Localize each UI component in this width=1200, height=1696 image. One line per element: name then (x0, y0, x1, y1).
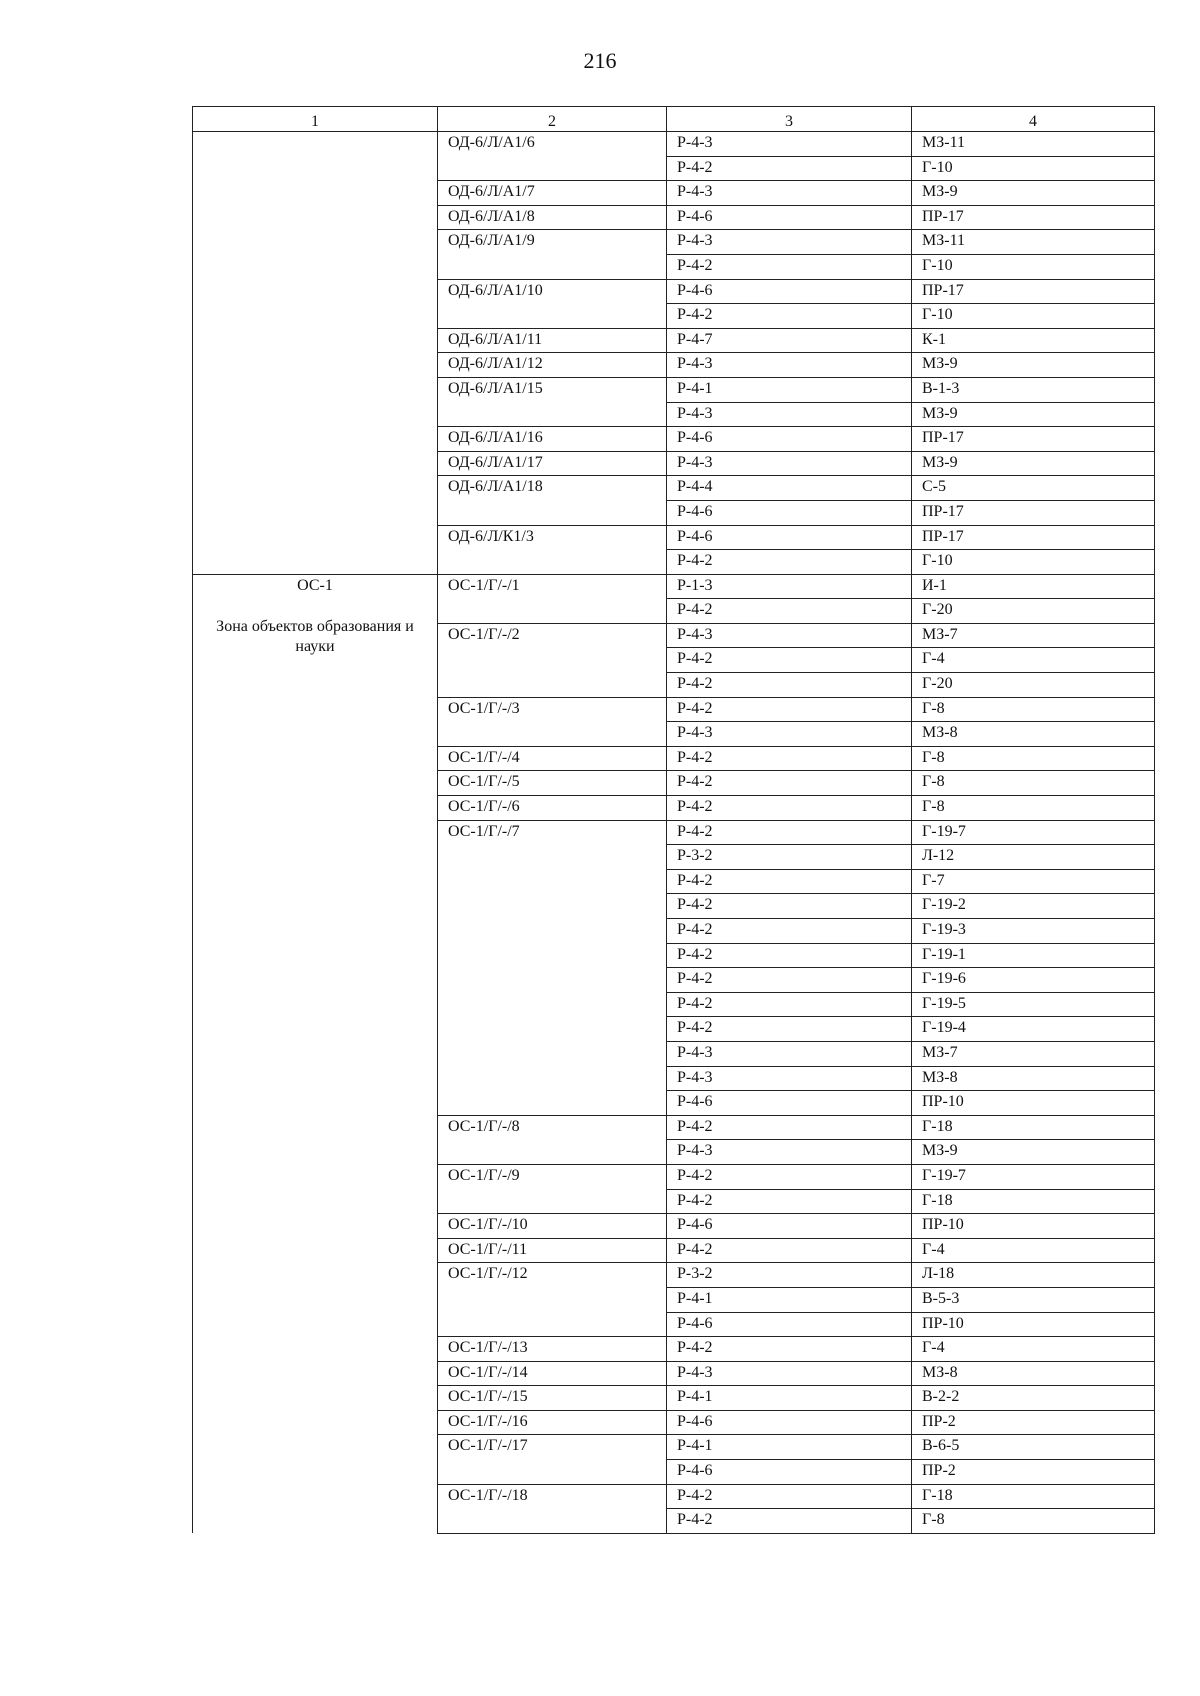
cell-c4: Г-8 (912, 697, 1155, 722)
cell-c4: ПР-17 (912, 500, 1155, 525)
cell-c2 (438, 1017, 667, 1042)
cell-c4: ПР-10 (912, 1312, 1155, 1337)
cell-c4: Г-20 (912, 673, 1155, 698)
cell-c2 (438, 1140, 667, 1165)
cell-c2 (438, 968, 667, 993)
cell-c3: Р-4-7 (667, 328, 912, 353)
cell-c3: Р-4-3 (667, 353, 912, 378)
cell-c3: Р-4-3 (667, 132, 912, 157)
cell-c4: ПР-17 (912, 525, 1155, 550)
cell-c4: Г-4 (912, 648, 1155, 673)
cell-c3: Р-4-6 (667, 1091, 912, 1116)
cell-c3: Р-4-6 (667, 427, 912, 452)
cell-c4: Г-10 (912, 156, 1155, 181)
cell-c2: ОС-1/Г/-/17 (438, 1435, 667, 1460)
column-header-2: 2 (438, 107, 667, 132)
cell-c2 (438, 156, 667, 181)
cell-c4: ПР-2 (912, 1410, 1155, 1435)
zone-cell (193, 132, 438, 575)
cell-c2 (438, 1287, 667, 1312)
cell-c2: ОС-1/Г/-/1 (438, 574, 667, 599)
cell-c2: ОС-1/Г/-/6 (438, 796, 667, 821)
cell-c4: Г-8 (912, 796, 1155, 821)
cell-c2: ОС-1/Г/-/13 (438, 1337, 667, 1362)
cell-c2: ОС-1/Г/-/4 (438, 746, 667, 771)
cell-c4: В-1-3 (912, 377, 1155, 402)
cell-c4: Г-19-6 (912, 968, 1155, 993)
cell-c2 (438, 599, 667, 624)
zone-name: Зона объектов образования и науки (216, 617, 414, 655)
cell-c3: Р-4-6 (667, 525, 912, 550)
cell-c4: ПР-10 (912, 1214, 1155, 1239)
cell-c3: Р-4-6 (667, 1312, 912, 1337)
cell-c4: ПР-17 (912, 205, 1155, 230)
cell-c3: Р-4-3 (667, 623, 912, 648)
cell-c4: Г-19-2 (912, 894, 1155, 919)
cell-c3: Р-4-2 (667, 992, 912, 1017)
table-row (193, 132, 1155, 157)
cell-c4: МЗ-11 (912, 230, 1155, 255)
cell-c4: Г-19-7 (912, 820, 1155, 845)
cell-c3: Р-4-3 (667, 722, 912, 747)
cell-c4: Г-18 (912, 1484, 1155, 1509)
cell-c2: ОС-1/Г/-/2 (438, 623, 667, 648)
cell-c2: ОС-1/Г/-/12 (438, 1263, 667, 1288)
cell-c3: Р-4-2 (667, 156, 912, 181)
cell-c3: Р-3-2 (667, 845, 912, 870)
cell-c3: Р-4-2 (667, 254, 912, 279)
cell-c3: Р-4-2 (667, 1509, 912, 1534)
cell-c2 (438, 919, 667, 944)
cell-c2: ОД-6/Л/А1/12 (438, 353, 667, 378)
cell-c2: ОД-6/Л/А1/6 (438, 132, 667, 157)
cell-c3: Р-4-3 (667, 1066, 912, 1091)
cell-c4: ПР-2 (912, 1460, 1155, 1485)
cell-c3: Р-4-3 (667, 1361, 912, 1386)
cell-c3: Р-1-3 (667, 574, 912, 599)
page-number: 216 (583, 48, 617, 73)
cell-c2: ОД-6/Л/А1/15 (438, 377, 667, 402)
column-header-3: 3 (667, 107, 912, 132)
cell-c2: ОС-1/Г/-/16 (438, 1410, 667, 1435)
cell-c4: Г-18 (912, 1115, 1155, 1140)
cell-c4: МЗ-9 (912, 1140, 1155, 1165)
cell-c4: Л-12 (912, 845, 1155, 870)
cell-c4: Г-19-5 (912, 992, 1155, 1017)
cell-c2: ОС-1/Г/-/5 (438, 771, 667, 796)
cell-c4: МЗ-11 (912, 132, 1155, 157)
cell-c3: Р-4-6 (667, 279, 912, 304)
zone-cell (193, 574, 438, 1533)
cell-c4: И-1 (912, 574, 1155, 599)
cell-c4: Г-4 (912, 1238, 1155, 1263)
zoning-table (192, 106, 1155, 1534)
cell-c3: Р-4-6 (667, 1460, 912, 1485)
cell-c3: Р-4-2 (667, 746, 912, 771)
cell-c4: Г-20 (912, 599, 1155, 624)
cell-c2 (438, 722, 667, 747)
cell-c3: Р-4-3 (667, 230, 912, 255)
column-header-1: 1 (193, 107, 438, 132)
cell-c2: ОД-6/Л/А1/9 (438, 230, 667, 255)
cell-c4: Г-18 (912, 1189, 1155, 1214)
cell-c3: Р-4-2 (667, 1164, 912, 1189)
cell-c2 (438, 254, 667, 279)
cell-c2 (438, 304, 667, 329)
cell-c2: ОД-6/Л/А1/16 (438, 427, 667, 452)
cell-c2: ОС-1/Г/-/15 (438, 1386, 667, 1411)
cell-c2: ОД-6/Л/А1/11 (438, 328, 667, 353)
cell-c4: ПР-17 (912, 279, 1155, 304)
cell-c3: Р-4-2 (667, 1238, 912, 1263)
cell-c2 (438, 1041, 667, 1066)
cell-c2 (438, 673, 667, 698)
cell-c3: Р-4-3 (667, 181, 912, 206)
header-row (193, 107, 1155, 132)
cell-c3: Р-3-2 (667, 1263, 912, 1288)
cell-c3: Р-4-2 (667, 1115, 912, 1140)
cell-c2 (438, 1066, 667, 1091)
cell-c3: Р-4-6 (667, 1410, 912, 1435)
cell-c3: Р-4-2 (667, 1189, 912, 1214)
cell-c3: Р-4-6 (667, 500, 912, 525)
cell-c2 (438, 1460, 667, 1485)
cell-c4: Г-10 (912, 254, 1155, 279)
cell-c3: Р-4-3 (667, 451, 912, 476)
cell-c2 (438, 992, 667, 1017)
cell-c3: Р-4-2 (667, 820, 912, 845)
cell-c3: Р-4-4 (667, 476, 912, 501)
cell-c4: ПР-10 (912, 1091, 1155, 1116)
cell-c3: Р-4-2 (667, 648, 912, 673)
cell-c3: Р-4-2 (667, 771, 912, 796)
cell-c3: Р-4-2 (667, 304, 912, 329)
cell-c4: Г-10 (912, 304, 1155, 329)
cell-c4: МЗ-9 (912, 181, 1155, 206)
cell-c4: МЗ-8 (912, 1361, 1155, 1386)
cell-c3: Р-4-2 (667, 1484, 912, 1509)
cell-c2: ОД-6/Л/А1/7 (438, 181, 667, 206)
cell-c2: ОС-1/Г/-/14 (438, 1361, 667, 1386)
cell-c4: МЗ-9 (912, 451, 1155, 476)
cell-c3: Р-4-1 (667, 1386, 912, 1411)
cell-c4: Л-18 (912, 1263, 1155, 1288)
cell-c3: Р-4-6 (667, 1214, 912, 1239)
cell-c3: Р-4-2 (667, 919, 912, 944)
cell-c2 (438, 1091, 667, 1116)
cell-c2 (438, 894, 667, 919)
cell-c4: В-5-3 (912, 1287, 1155, 1312)
table-body (193, 132, 1155, 1534)
cell-c2 (438, 1509, 667, 1534)
cell-c3: Р-4-2 (667, 894, 912, 919)
cell-c3: Р-4-2 (667, 697, 912, 722)
cell-c2 (438, 1189, 667, 1214)
table-row (193, 574, 1155, 599)
cell-c4: МЗ-9 (912, 402, 1155, 427)
cell-c2 (438, 550, 667, 575)
cell-c3: Р-4-3 (667, 1041, 912, 1066)
cell-c3: Р-4-2 (667, 943, 912, 968)
cell-c4: ПР-17 (912, 427, 1155, 452)
cell-c2 (438, 402, 667, 427)
cell-c4: МЗ-7 (912, 1041, 1155, 1066)
zoning-table-container (192, 106, 1154, 1534)
cell-c3: Р-4-2 (667, 796, 912, 821)
cell-c2: ОС-1/Г/-/7 (438, 820, 667, 845)
cell-c4: С-5 (912, 476, 1155, 501)
cell-c3: Р-4-2 (667, 1337, 912, 1362)
cell-c2: ОС-1/Г/-/3 (438, 697, 667, 722)
cell-c2: ОС-1/Г/-/18 (438, 1484, 667, 1509)
cell-c4: Г-19-1 (912, 943, 1155, 968)
column-header-4: 4 (912, 107, 1155, 132)
cell-c4: МЗ-8 (912, 1066, 1155, 1091)
cell-c4: Г-8 (912, 746, 1155, 771)
cell-c3: Р-4-2 (667, 1017, 912, 1042)
cell-c3: Р-4-1 (667, 1435, 912, 1460)
cell-c2: ОД-6/Л/А1/8 (438, 205, 667, 230)
cell-c3: Р-4-2 (667, 550, 912, 575)
cell-c2 (438, 1312, 667, 1337)
cell-c2 (438, 648, 667, 673)
cell-c2: ОД-6/Л/К1/3 (438, 525, 667, 550)
cell-c4: Г-8 (912, 1509, 1155, 1534)
cell-c4: Г-4 (912, 1337, 1155, 1362)
cell-c4: К-1 (912, 328, 1155, 353)
cell-c2: ОС-1/Г/-/11 (438, 1238, 667, 1263)
cell-c2: ОД-6/Л/А1/17 (438, 451, 667, 476)
cell-c2: ОД-6/Л/А1/10 (438, 279, 667, 304)
cell-c2 (438, 845, 667, 870)
cell-c2 (438, 869, 667, 894)
cell-c4: Г-19-7 (912, 1164, 1155, 1189)
cell-c4: МЗ-7 (912, 623, 1155, 648)
table-header (193, 107, 1155, 132)
cell-c4: В-6-5 (912, 1435, 1155, 1460)
cell-c3: Р-4-2 (667, 869, 912, 894)
cell-c3: Р-4-1 (667, 377, 912, 402)
cell-c2: ОС-1/Г/-/10 (438, 1214, 667, 1239)
cell-c4: Г-19-3 (912, 919, 1155, 944)
cell-c2 (438, 500, 667, 525)
cell-c4: Г-8 (912, 771, 1155, 796)
cell-c4: Г-10 (912, 550, 1155, 575)
cell-c3: Р-4-3 (667, 402, 912, 427)
cell-c3: Р-4-2 (667, 673, 912, 698)
zone-code: ОС-1 (297, 576, 333, 594)
cell-c4: В-2-2 (912, 1386, 1155, 1411)
cell-c4: Г-19-4 (912, 1017, 1155, 1042)
cell-c3: Р-4-6 (667, 205, 912, 230)
cell-c4: МЗ-8 (912, 722, 1155, 747)
cell-c2: ОД-6/Л/А1/18 (438, 476, 667, 501)
cell-c3: Р-4-2 (667, 599, 912, 624)
cell-c4: МЗ-9 (912, 353, 1155, 378)
cell-c3: Р-4-1 (667, 1287, 912, 1312)
cell-c3: Р-4-3 (667, 1140, 912, 1165)
cell-c2 (438, 943, 667, 968)
cell-c2: ОС-1/Г/-/9 (438, 1164, 667, 1189)
cell-c4: Г-7 (912, 869, 1155, 894)
cell-c3: Р-4-2 (667, 968, 912, 993)
cell-c2: ОС-1/Г/-/8 (438, 1115, 667, 1140)
